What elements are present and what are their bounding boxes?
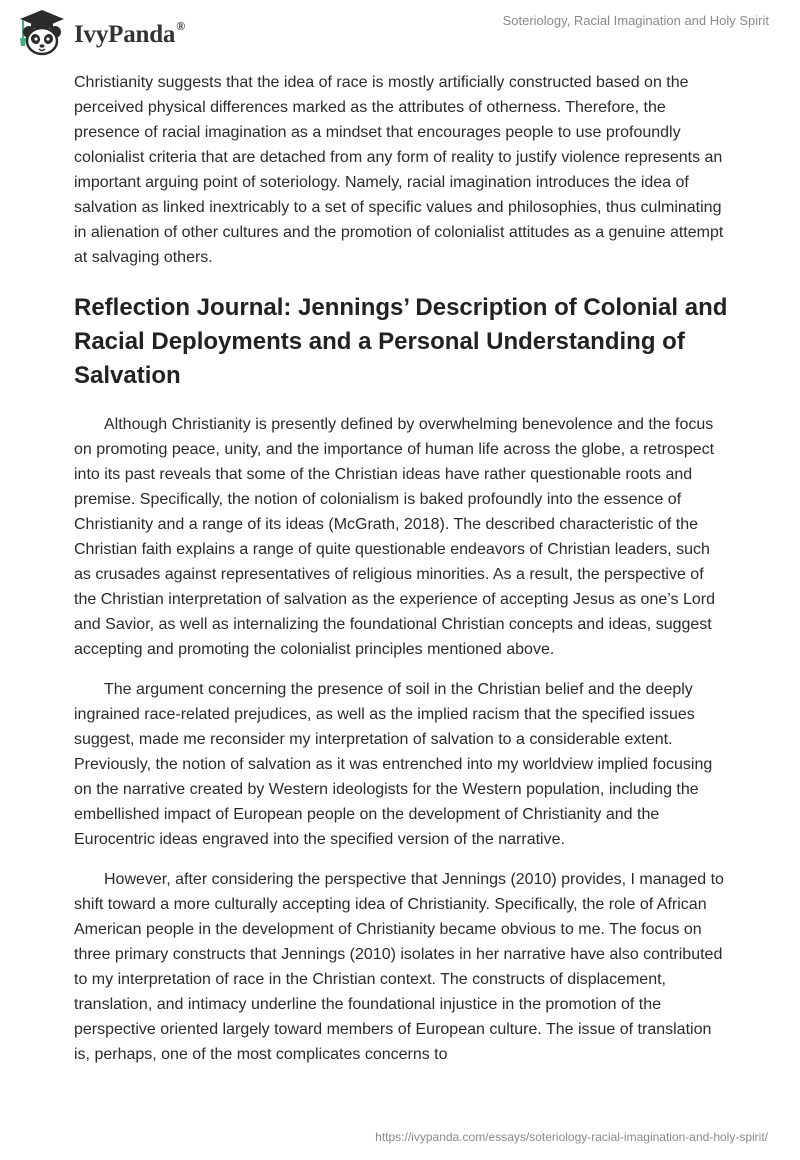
running-title: Soteriology, Racial Imagination and Holy Spirit [502,13,769,28]
source-url[interactable]: https://ivypanda.com/essays/soteriology-racial-imagination-and-holy-spirit/ [375,1130,768,1144]
essay-body [74,70,728,1067]
brand-name: IvyPanda® [74,19,185,48]
registered-mark: ® [176,19,185,33]
page-header [0,0,800,66]
body-paragraph: However, after considering the perspective that Jennings (2010) provides, I managed to shift toward a more culturally accepting idea of Christianity. Specifically, the role of African American people in the development of Christianity became obvious to me. The focus on three primary constructs that Jennings (2010) isolates in her narrative have also contributed to my interpretation of race in the Christian context. The constructs of displacement, translation, and intimacy underline the foundational injustice in the promotion of the perspective oriented largely toward members of European culture. The issue of translation is, perhaps, one of the most complicates concerns to [74,871,724,1063]
section-heading: Reflection Journal: Jennings’ Description of Colonial and Racial Deployments and a Personal Understanding of Salvation [74,294,728,389]
intro-paragraph: Christianity suggests that the idea of race is mostly artificially constructed based on the perceived physical differences marked as the attributes of otherness. Therefore, the presence of racial imagination as a mindset that encourages people to use profoundly colonialist criteria that are detached from any form of reality to justify violence represents an important arguing point of soteriology. Namely, racial imagination introduces the idea of salvation as linked inextricably to a set of specific values and philosophies, thus culminating in alienation of other cultures and the promotion of colonialist attitudes as a genuine attempt at salvaging others. [74,74,724,266]
panda-graduate-icon [14,8,70,58]
body-paragraph: The argument concerning the presence of soil in the Christian belief and the deeply ingrained race-related prejudices, as well as the implied racism that the specified issues suggest, made me reconsider my interpretation of salvation to a considerable extent. Previously, the notion of salvation as it was entrenched into my worldview implied focusing on the narrative created by Western ideologists for the Western population, including the embellished impact of European people on the development of Christianity and the Eurocentric ideas engraved into the specified version of the narrative. [74,681,713,848]
ivypanda-logo[interactable] [14,8,185,58]
body-paragraph: Although Christianity is presently defined by overwhelming benevolence and the focus on promoting peace, unity, and the importance of human life across the globe, a retrospect into its past reveals that some of the Christian ideas have rather questionable roots and premise. Specifically, the notion of colonialism is baked profoundly into the essence of Christianity and a range of its ideas (McGrath, 2018). The described characteristic of the Christian faith explains a range of quite questionable endeavors of Christian leaders, such as crusades against representatives of religious minorities. As a result, the perspective of the Christian interpretation of salvation as the experience of accepting Jesus as one’s Lord and Savior, as well as internalizing the foundational Christian concepts and ideas, suggest accepting and promoting the colonialist principles mentioned above. [74,416,715,658]
